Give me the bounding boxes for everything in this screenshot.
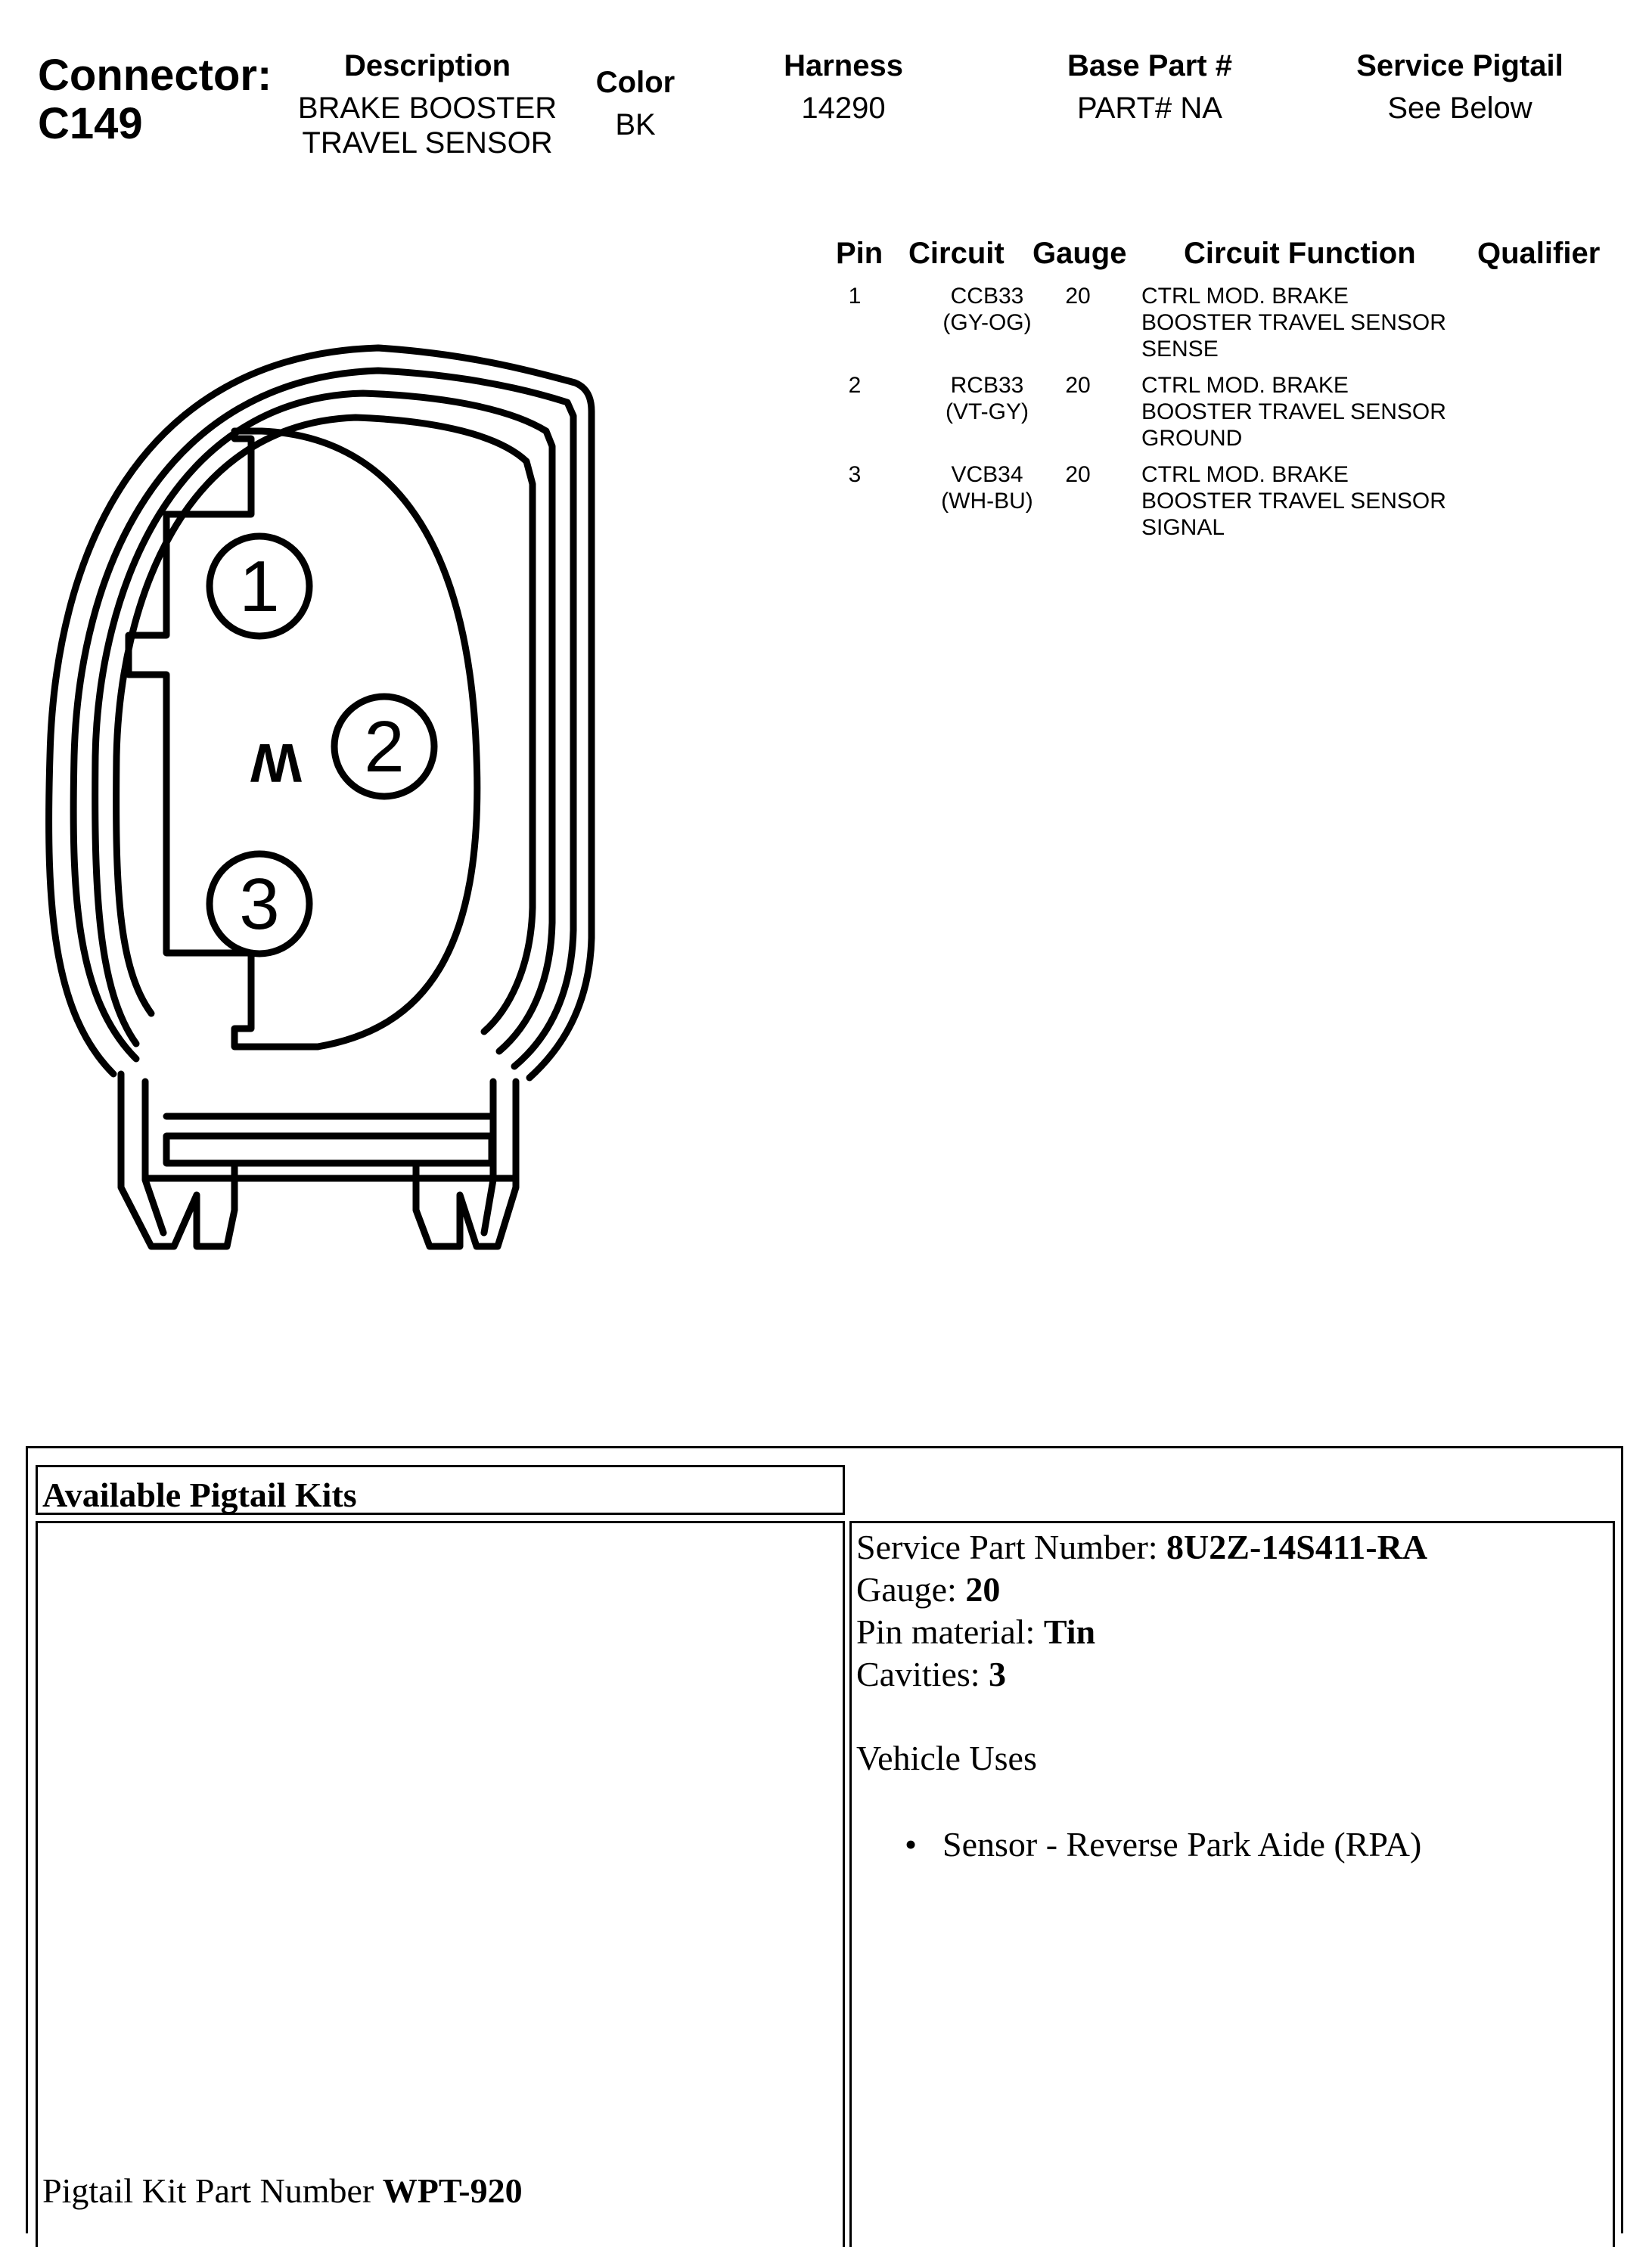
function-line: GROUND [1141,426,1243,451]
harness-value: 14290 [801,92,886,125]
function-line: CTRL MOD. BRAKE [1141,373,1349,398]
circuit-function [1141,283,1446,362]
base-part-column [1029,48,1271,126]
circuit-function-header: Circuit Function [1184,237,1416,270]
vehicle-uses-list [905,1824,1421,1864]
service-part-value: 8U2Z-14S411-RA [1166,1528,1428,1566]
gauge-line [856,1569,1427,1611]
list-item [905,1824,1421,1864]
base-plate-bottom [166,1136,492,1163]
service-pigtail-value: See Below [1387,92,1532,125]
pin-material-label: Pin material: [856,1612,1044,1651]
circuit-color: (GY-OG) [942,310,1032,335]
circuit-id: VCB34 [951,462,1023,487]
function-line: CTRL MOD. BRAKE [1141,284,1349,309]
bullet-icon: • [905,1825,918,1864]
gauge-value: 20 [1065,284,1091,309]
function-line: SENSE [1141,337,1219,362]
connector-face-drawing [45,333,620,1316]
circuit-function [1141,461,1446,541]
kit-details-cell [849,1521,1615,2247]
pin-material-value: Tin [1043,1612,1096,1651]
pin-number: 3 [848,462,862,487]
pigtail-kits-table [26,1446,1623,2233]
harness-column [756,48,930,126]
connector-title [38,51,272,148]
cavities-label: Cavities: [856,1655,989,1693]
service-pigtail-header: Service Pigtail [1356,49,1564,82]
housing-ring-2 [73,371,573,1066]
connector-label: Connector: [38,51,272,100]
pin-2-label: 2 [364,706,405,787]
pin-1-label: 1 [239,546,280,627]
circuit-color: (VT-GY) [946,399,1029,424]
circuit-id: RCB33 [950,373,1024,398]
base-left-leg-inner [145,1082,163,1233]
color-column [575,65,696,142]
circuit-header: Circuit [908,237,1005,270]
service-info [856,1526,1427,1696]
service-part-line [856,1526,1427,1569]
pigtail-kit-label: Pigtail Kit Part Number [42,2171,383,2210]
connector-id: C149 [38,99,143,148]
qualifier-header: Qualifier [1477,237,1601,270]
function-line: CTRL MOD. BRAKE [1141,462,1349,487]
gauge-header: Gauge [1032,237,1127,270]
gauge-value: 20 [1065,373,1091,398]
description-line-2: TRAVEL SENSOR [302,126,553,160]
description-line-1: BRAKE BOOSTER [297,92,557,125]
service-pigtail-column [1316,48,1604,126]
cavities-value: 3 [989,1655,1007,1693]
color-value: BK [615,108,656,141]
circuit-cell [911,283,1063,336]
circuit-cell [911,372,1063,425]
kits-header-title: Available Pigtail Kits [42,1476,357,1514]
vehicle-uses-title: Vehicle Uses [856,1739,1037,1777]
pin-header: Pin [836,237,883,270]
description-column [272,48,582,160]
function-line: BOOSTER TRAVEL SENSOR [1141,310,1446,335]
kits-header-cell [36,1465,845,1515]
description-header: Description [343,49,511,82]
pigtail-kit-number: WPT-920 [382,2171,523,2210]
pin-number: 1 [848,284,862,309]
function-line: BOOSTER TRAVEL SENSOR [1141,489,1446,514]
function-line: BOOSTER TRAVEL SENSOR [1141,399,1446,424]
harness-header: Harness [784,49,903,82]
housing-ring-4 [116,417,533,1032]
kit-image-cell [36,1521,845,2247]
pin-3-label: 3 [239,864,280,945]
circuit-id: CCB33 [950,284,1024,309]
vehicle-use-text: Sensor - Reverse Park Aide (RPA) [942,1825,1422,1864]
pin-material-line [856,1611,1427,1653]
gauge-value: 20 [1065,462,1091,487]
circuit-color: (WH-BU) [941,489,1033,514]
pigtail-kit-part-number [42,2171,523,2211]
service-part-label: Service Part Number: [856,1528,1167,1566]
gauge-label: Gauge: [856,1570,966,1609]
pin-number: 2 [848,373,862,398]
function-line: SIGNAL [1141,515,1225,540]
base-part-value: PART# NA [1077,92,1222,125]
circuit-function [1141,372,1446,452]
base-part-header: Base Part # [1067,49,1232,82]
cavities-line [856,1653,1427,1696]
gauge-value: 20 [965,1570,1001,1609]
color-header: Color [595,66,675,99]
circuit-cell [911,461,1063,514]
key-mark: W [250,732,302,793]
